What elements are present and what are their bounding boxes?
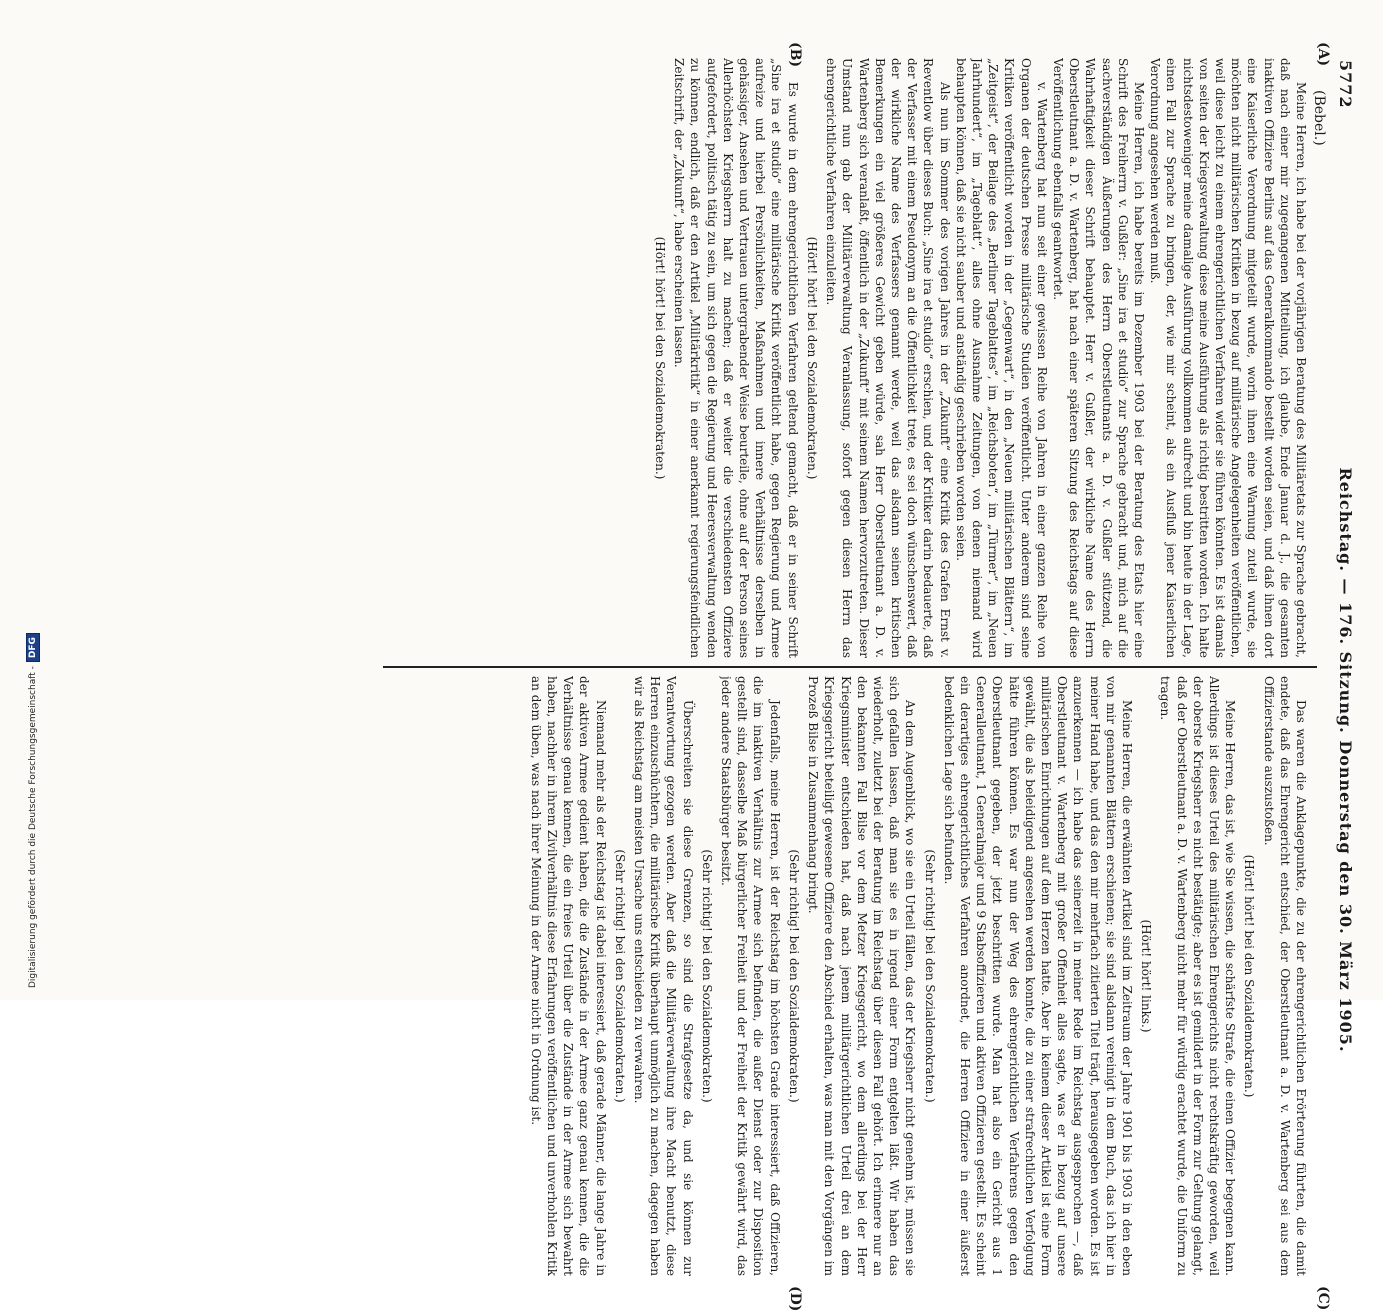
interjection: (Hört! hört! bei den Sozialdemokraten.)	[653, 236, 668, 480]
interjection: (Hört! hört! links.)	[1139, 919, 1154, 1033]
paragraph: Überschreiten sie diese Grenzen, so sind die Strafgesetze da, und sie können zur Verantwortung gezogen werden. Aber daß die Militärverwaltung ihre Macht benutzt, diese Herren einzuschüchtern, die militärische Kritik überhaupt unmöglich zu machen, dagegen haben wir als Reichstag am meisten Ursache uns entschieden zu verwahren.	[632, 676, 695, 1276]
interjection: (Sehr richtig! bei den Sozialdemokraten.)	[699, 849, 714, 1103]
paragraph: Meine Herren, ich habe bereits im Dezember 1903 bei der Beratung des Etats hier eine Schrift des Freiherrn v. Gußler: „Sine ira et studio“ zur Sprache gebracht und, mich auf die sachverständigen Äußerungen des Herrn Oberstleutnants a. D. v. Gußler stützend, die Wahrhaftigkeit dieser Schrift behauptet. Herr v. Gußler, der wirkliche Name des Herrn Oberstleutnant a. D. v. Wartenberg, hat nach einer späteren Sitzung des Reichstags auf diese Veröffentlichung ebenfalls geantwortet.	[1050, 58, 1146, 658]
paragraph: Das waren die Anklagepunkte, die zu der ehrengerichtlichen Erörterung führten, die damit endete, daß das Ehrengericht entschied, der Oberstleutnant a. D. v. Wartenberg sei aus dem Offizierstande auszustoßen.	[1261, 676, 1308, 1276]
paragraph: Jedenfalls, meine Herren, ist der Reichstag im höchsten Grade interessiert, daß Offizieren, die im inaktiven Verhältnis zur Armee sich befinden, die außer Dienst oder zur Disposition gestellt sind, dasselbe Maß bürgerlicher Freiheit und der Freiheit der Kritik gewährt wird, das jeder andere Staatsbürger besitzt.	[719, 676, 782, 1276]
paragraph: Als nun im Sommer des vorigen Jahres in der „Zukunft“ eine Kritik des Grafen Ernst v. Reventlow über dieses Buch: „Sine ira et studio“ erschien, und der Kritiker darin bedauerte, daß der Verfasser mit einem Pseudonym an die Öffentlichkeit trete, es sei doch wünschenswert, daß der wirkliche Name des Verfassers genannt werde, weil das alsdann seinen kritischen Bemerkungen ein viel größeres Gewicht geben würde, sah Herr Oberstleutnant a. D. v. Wartenberg sich veranlaßt, öffentlich in der „Zukunft“ mit seinem Namen hervorzutreten. Dieser Umstand nun gab der Militärverwaltung Veranlassung, sofort gegen diesen Herrn das ehrengerichtliche Verfahren einzuleiten.	[824, 58, 952, 658]
digitization-credit	[22, 0, 44, 1000]
margin-marker-b: (B)	[787, 42, 803, 68]
page-number: 5772	[1336, 60, 1355, 109]
credit-text: Digitalisierung gefördert durch die Deutsche Forschungsgemeinschaft -	[28, 666, 38, 988]
paragraph: Meine Herren, ich habe bei der vorjährigen Beratung des Militäretats zur Sprache gebracht, daß nach einer mir zugegangenen Mitteilung, ich glaube, Ende Januar d. J., die gesamten inaktiven Offiziere Berlins auf das Generalkommando bestellt worden seien, und daß ihnen dort eine Kaiserliche Verordnung mitgeteilt wurde, worin ihnen eine Warnung zuteil wurde, sie möchten nicht militärischen Kritiken in bezug auf militärische Angelegenheiten veröffentlichen, weil diese leicht zu einem ehrengerichtlichen Verfahren wider sie führen könnten. Es ist damals von seiten der Kriegsverwaltung diese meine Ausführung als richtig bestritten worden. Ich halte nichtsdestoweniger meine damalige Ausführung vollkommen aufrecht und bin heute in der Lage, einen Fall zur Sprache zu bringen, der, wie mir scheint, als ein Ausfluß jener Kaiserlichen Verordnung angesehen werden muß.	[1148, 58, 1308, 658]
margin-marker-c: (C)	[1315, 1286, 1331, 1311]
paragraph: Es wurde in dem ehrengerichtlichen Verfahren geltend gemacht, daß er in seiner Schrift „Sine ira et studio“ eine militärische Kritik veröffentlicht habe, gegen Regierung und Armee aufreize und hierbei Persönlichkeiten, Maßnahmen und innere Verhältnisse derselben in gehässiger, Ansehen und Vertrauen untergrabender Weise beurteile, ohne auf der Person seines Allerhöchsten Kriegsherrn halt zu machen; daß er weiter die verschiedensten Offiziere aufgefordert, politisch tätig zu sein, um sich gegen die Regierung und Heeresverwaltung wenden zu können, endlich, daß er den Artikel „Militärkritik“ in einer anerkannt regierungsfeindlichen Zeitschrift, der „Zukunft“, habe erscheinen lassen.	[672, 58, 800, 658]
interjection: (Hört! hört! bei den Sozialdemokraten.)	[804, 236, 819, 480]
interjection: (Sehr richtig! bei den Sozialdemokraten.)	[612, 849, 627, 1103]
paragraph: An dem Augenblick, wo sie ein Urteil fällen, das der Kriegsherr nicht genehm ist, müssen sie sich gefallen lassen, daß man sie es in irgend einer Form entgelten läßt. Wir haben das wiederholt, zuletzt bei der Beratung im Reichstag über diesen Fall gehört. Ich erinnere nur an den bekannten Fall Bilse vor dem Metzer Kriegsgericht, wo dem allerdings bei der Herr Kriegsminister entschieden hat, daß nach jenem militärgerichtlichen Urteil drei an dem Kriegsgericht beteiligt gewesene Offiziere den Abschied erhalten, was man mit den Vorgängen im Prozeß Bilse in Zusammenhang bringt.	[806, 676, 918, 1276]
paragraph: v. Wartenberg hat nun seit einer gewissen Reihe von Jahren in einer ganzen Reihe von Organen der deutschen Presse militärische Studien veröffentlicht. Unter anderem sind seine Kritiken veröffentlicht worden in der „Gegenwart“, in den „Neuen militärischen Blättern“, im „Zeitgeist“, der Beilage des „Berliner Tageblattes“, im „Reichsboten“, im „Türmer“, im „Neuen Jahrhundert“, im „Tageblatt“, alles ohne Ausnahme Zeitungen, von denen niemand wird behaupten können, daß sie nicht sauber und anständig geschrieben worden seien.	[953, 58, 1049, 658]
margin-marker-d: (D)	[787, 1286, 803, 1311]
paragraph: Meine Herren, das ist, wie Sie wissen, die schärfste Strafe, die einen Offizier begegnen kann. Allerdings ist dieses Urteil des militärischen Ehrengerichts nicht rechtskräftig geworden, weil der oberste Kriegsherr es nicht bestätigte; aber es ist gemildert in der Form zur Geltung gelangt, daß der Oberstleutnant a. D. v. Wartenberg nicht mehr für würdig erachtet wurde, die Uniform zu tragen.	[1158, 676, 1238, 1276]
interjection: (Sehr richtig! bei den Sozialdemokraten.)	[922, 849, 937, 1103]
column-divider	[383, 666, 1317, 668]
margin-marker-a: (A)	[1315, 42, 1331, 67]
dfg-logo: DFG	[26, 633, 40, 662]
paragraph: Meine Herren, die erwähnten Artikel sind im Zeitraum der Jahre 1901 bis 1903 in den eben von mir genannten Blättern erschienen; sie sind alsdann vereinigt in dem Buch, das ich hier in meiner Hand habe, und das den mir mehrfach zitierten Titel trägt, herausgegeben worden. Es ist anzuerkennen — ich habe das seinerzeit in meiner Rede im Reichstag ausgesprochen —, daß Oberstleutnant v. Wartenberg mit großer Offenheit alles sagte, was er in bezug auf unsere militärischen Einrichtungen auf dem Herzen hatte. Aber in keinem dieser Artikel ist eine Form gewählt, die als beleidigend angesehen werden konnte, die zu einer strafrechtlichen Verfolgung hätte führen können. Es war nun der Weg des ehrengerichtlichen Verfahrens gegen den Oberstleutnant gegeben, der jetzt beschritten wurde. Man hat also ein Gericht aus 1 Generalleutnant, 1 Generalmajor und 9 Stabsoffizieren und aktiven Offizieren gestellt. Es scheint ein derartiges ehrengerichtliches Verfahren anordnet, die Herren Offiziere in einer äußerst bedenklichen Lage sich befunden.	[941, 676, 1134, 1276]
text-column-right	[409, 676, 1309, 1276]
speaker-name: (Bebel.)	[1311, 90, 1327, 146]
interjection: (Hört! hört! bei den Sozialdemokraten.)	[1242, 854, 1257, 1098]
paragraph: Niemand mehr als der Reichstag ist dabei interessiert, daß gerade Männer, die lange Jahre in der aktiven Armee gedient haben, die die Zustände in der Armee ganz genau kennen, die die Verhältnisse genau kennen, die ein freies Urteil über die Zustände in der Armee sich bewahrt haben, nachher in ihrem Zivilverhältnis diese Erfahrungen veröffentlichen und unverhohlen Kritik an dem üben, was nach ihrer Meinung in der Armee nicht in Ordnung ist.	[528, 676, 608, 1276]
page-header-title: Reichstag. — 176. Sitzung. Donnerstag den 30. März 1905.	[1336, 467, 1355, 1053]
text-column-left	[409, 58, 1309, 658]
interjection: (Sehr richtig! bei den Sozialdemokraten.)	[786, 849, 801, 1103]
